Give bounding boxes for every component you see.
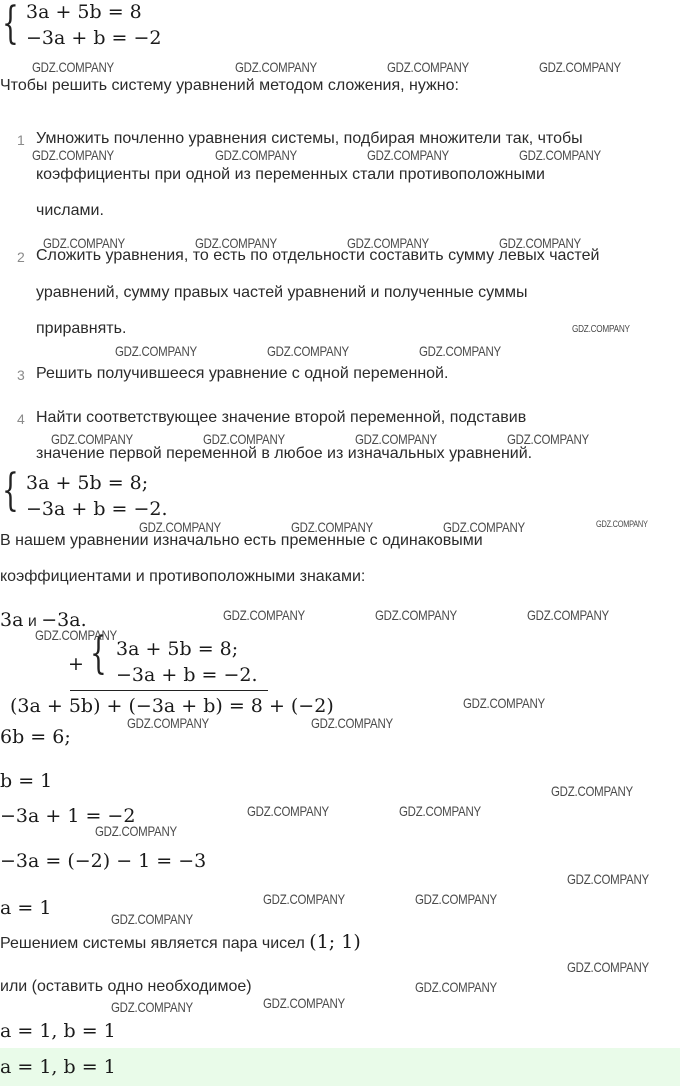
system-equation-2: −3a + b = −2	[26, 27, 162, 49]
sum-equation-1: 3a + 5b = 8;	[116, 638, 239, 660]
step-number: 2	[17, 249, 25, 265]
solution-line-2: b = 1	[0, 770, 53, 792]
explain-line-2: коэффициентами и противоположными знаками:	[0, 568, 366, 585]
watermark: GDZ.COMPANY	[415, 979, 497, 995]
watermark: GDZ.COMPANY	[572, 324, 630, 335]
watermark: GDZ.COMPANY	[355, 431, 437, 447]
conclusion	[0, 931, 361, 953]
watermark: GDZ.COMPANY	[263, 891, 345, 907]
watermark: GDZ.COMPANY	[443, 519, 525, 535]
and-word: и	[23, 613, 42, 630]
sum-result: (3a + 5b) + (−3a + b) = 8 + (−2)	[10, 695, 334, 717]
watermark: GDZ.COMPANY	[507, 431, 589, 447]
intro-text: Чтобы решить систему уравнений методом сложения, нужно:	[0, 77, 459, 94]
solution-line-1: 6b = 6;	[0, 726, 71, 748]
answer-highlight: a = 1, b = 1	[0, 1056, 116, 1078]
watermark: GDZ.COMPANY	[387, 59, 469, 75]
watermark: GDZ.COMPANY	[223, 607, 305, 623]
watermark: GDZ.COMPANY	[596, 519, 648, 529]
step-1-line-2: коэффициенты при одной из переменных стали противоположными	[36, 166, 545, 183]
watermark: GDZ.COMPANY	[367, 147, 449, 163]
watermark: GDZ.COMPANY	[215, 147, 297, 163]
sum-line	[70, 690, 268, 691]
system-brace: {	[2, 0, 19, 49]
watermark: GDZ.COMPANY	[415, 891, 497, 907]
var-3a: 3a	[0, 609, 24, 631]
watermark: GDZ.COMPANY	[127, 715, 209, 731]
watermark: GDZ.COMPANY	[267, 343, 349, 359]
system-equation-1: 3a + 5b = 8	[26, 1, 142, 23]
watermark: GDZ.COMPANY	[539, 59, 621, 75]
watermark: GDZ.COMPANY	[567, 871, 649, 887]
watermark: GDZ.COMPANY	[111, 999, 193, 1015]
answer-plain: a = 1, b = 1	[0, 1020, 116, 1042]
var-minus-3a: −3a.	[41, 609, 87, 631]
solution-line-5: a = 1	[0, 897, 52, 919]
watermark: GDZ.COMPANY	[95, 823, 177, 839]
watermark: GDZ.COMPANY	[35, 627, 117, 643]
watermark: GDZ.COMPANY	[375, 607, 457, 623]
system2-equation-2: −3a + b = −2.	[26, 498, 168, 520]
step-1-line-1: Умножить почленно уравнения системы, подбирая множители так, чтобы	[36, 130, 583, 147]
system-brace: {	[2, 465, 19, 516]
watermark: GDZ.COMPANY	[263, 995, 345, 1011]
plus-sign: +	[68, 653, 84, 675]
watermark: GDZ.COMPANY	[235, 59, 317, 75]
watermark: GDZ.COMPANY	[43, 235, 125, 251]
watermark: GDZ.COMPANY	[51, 431, 133, 447]
sum-brace: {	[90, 628, 107, 679]
step-4-line-1: Найти соответствующее значение второй переменной, подставив	[36, 409, 527, 426]
solution-line-4: −3a = (−2) − 1 = −3	[0, 850, 207, 872]
step-number: 3	[17, 367, 25, 383]
step-number: 4	[17, 411, 25, 427]
step-number: 1	[17, 132, 25, 148]
watermark: GDZ.COMPANY	[195, 235, 277, 251]
conclusion-text: Решением системы является пара чисел	[0, 935, 310, 952]
watermark: GDZ.COMPANY	[519, 147, 601, 163]
explain-line-1: В нашем уравнении изначально есть пременные с одинаковыми	[0, 532, 483, 549]
alt-text: или (оставить одно необходимое)	[0, 978, 252, 995]
solution-line-3: −3a + 1 = −2	[0, 805, 136, 827]
conclusion-pair: (1; 1)	[309, 931, 361, 953]
watermark: GDZ.COMPANY	[463, 695, 545, 711]
watermark: GDZ.COMPANY	[311, 715, 393, 731]
sum-equation-2: −3a + b = −2.	[116, 664, 258, 686]
watermark: GDZ.COMPANY	[551, 783, 633, 799]
step-4-line-2: значение первой переменной в любое из изначальных уравнений.	[36, 445, 533, 462]
watermark: GDZ.COMPANY	[419, 343, 501, 359]
watermark: GDZ.COMPANY	[247, 803, 329, 819]
step-2-line-1: Сложить уравнения, то есть по отдельности составить сумму левых частей	[36, 247, 600, 264]
watermark: GDZ.COMPANY	[567, 959, 649, 975]
watermark: GDZ.COMPANY	[111, 911, 193, 927]
step-2-line-2: уравнений, сумму правых частей уравнений и полученные суммы	[36, 284, 528, 301]
watermark: GDZ.COMPANY	[115, 343, 197, 359]
step-3-line-1: Решить получившееся уравнение с одной переменной.	[36, 365, 449, 382]
watermark: GDZ.COMPANY	[32, 147, 114, 163]
watermark: GDZ.COMPANY	[32, 59, 114, 75]
step-1-line-3: числами.	[36, 202, 104, 219]
watermark: GDZ.COMPANY	[499, 235, 581, 251]
step-2-line-3: приравнять.	[36, 320, 127, 337]
watermark: GDZ.COMPANY	[291, 519, 373, 535]
watermark: GDZ.COMPANY	[347, 235, 429, 251]
watermark: GDZ.COMPANY	[203, 431, 285, 447]
system2-equation-1: 3a + 5b = 8;	[26, 472, 149, 494]
watermark: GDZ.COMPANY	[399, 803, 481, 819]
watermark: GDZ.COMPANY	[139, 519, 221, 535]
watermark: GDZ.COMPANY	[527, 607, 609, 623]
